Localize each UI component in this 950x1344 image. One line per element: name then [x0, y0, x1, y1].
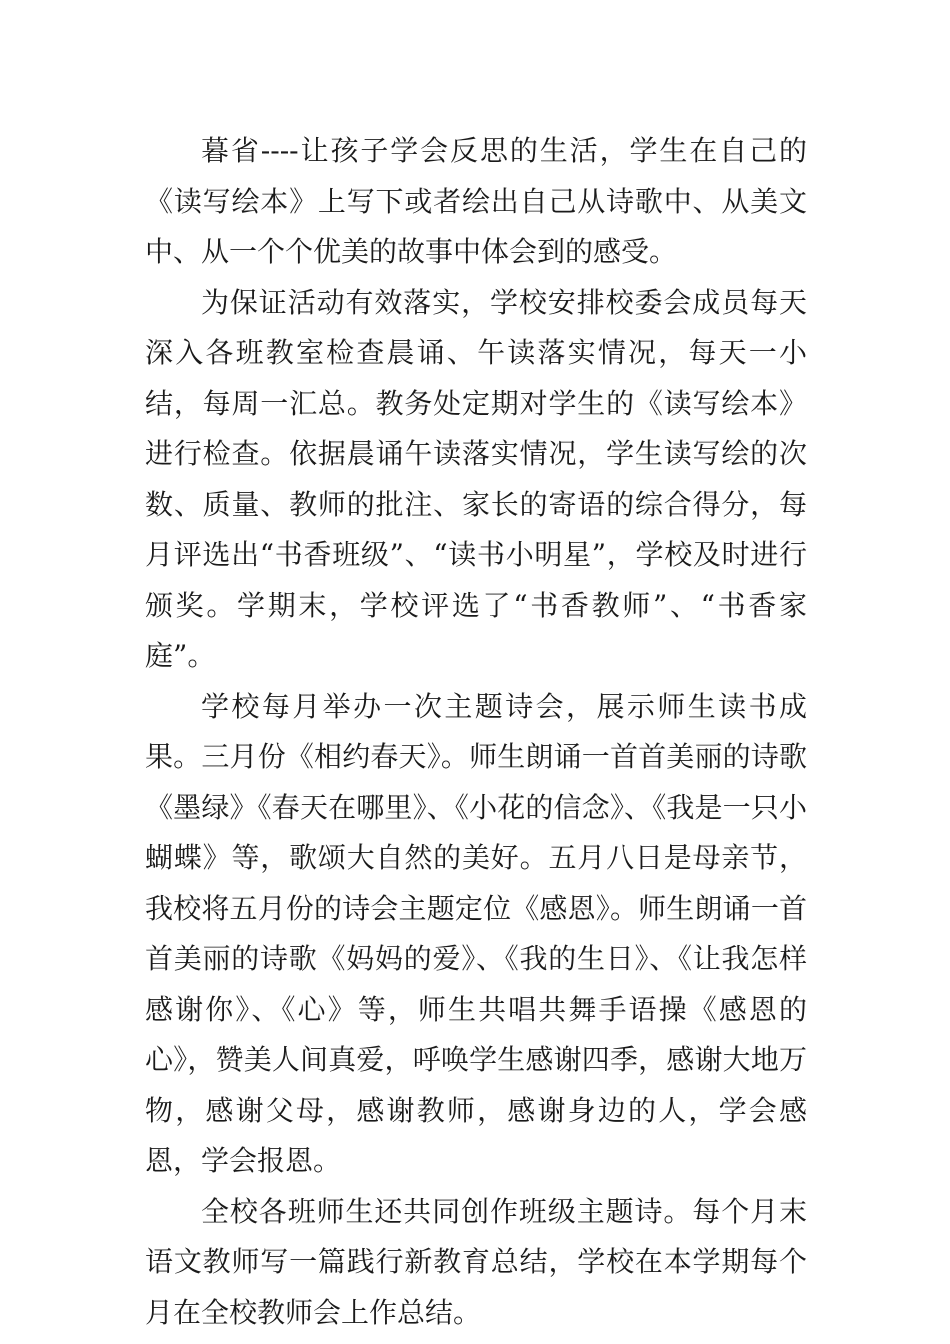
- document-body: [145, 126, 807, 1338]
- paragraph-class-poems: 全校各班师生还共同创作班级主题诗。每个月末语文教师写一篇践行新教育总结，学校在本学期每个月在全校教师会上作总结。: [145, 1194, 807, 1329]
- paragraph-poetry-meetings: 学校每月举办一次主题诗会，展示师生读书成果。三月份《相约春天》。师生朗诵一首首美丽的诗歌《墨绿》《春天在哪里》、《小花的信念》、《我是一只小蝴蝶》等，歌颂大自然的美好。五月八日是母亲节，我校将五月份的诗会主题定位《感恩》。师生朗诵一首首美丽的诗歌《妈妈的爱》、《我的生日》、《让我怎样感谢你》、《心》等，师生共唱共舞手语操《感恩的心》，赞美人间真爱，呼唤学生感谢四季，感谢大地万物，感谢父母，感谢教师，感谢身边的人，学会感恩，学会报恩。: [145, 689, 807, 1177]
- paragraph-implementation: 为保证活动有效落实，学校安排校委会成员每天深入各班教室检查晨诵、午读落实情况，每天一小结，每周一汇总。教务处定期对学生的《读写绘本》进行检查。依据晨诵午读落实情况，学生读写绘的次数、质量、教师的批注、家长的寄语的综合得分，每月评选出“书香班级”、“读书小明星”，学校及时进行颁奖。学期末，学校评选了“书香教师”、“书香家庭”。: [145, 285, 807, 672]
- paragraph-reflection: 暮省----让孩子学会反思的生活，学生在自己的《读写绘本》上写下或者绘出自己从诗歌中、从美文中、从一个个优美的故事中体会到的感受。: [145, 134, 807, 268]
